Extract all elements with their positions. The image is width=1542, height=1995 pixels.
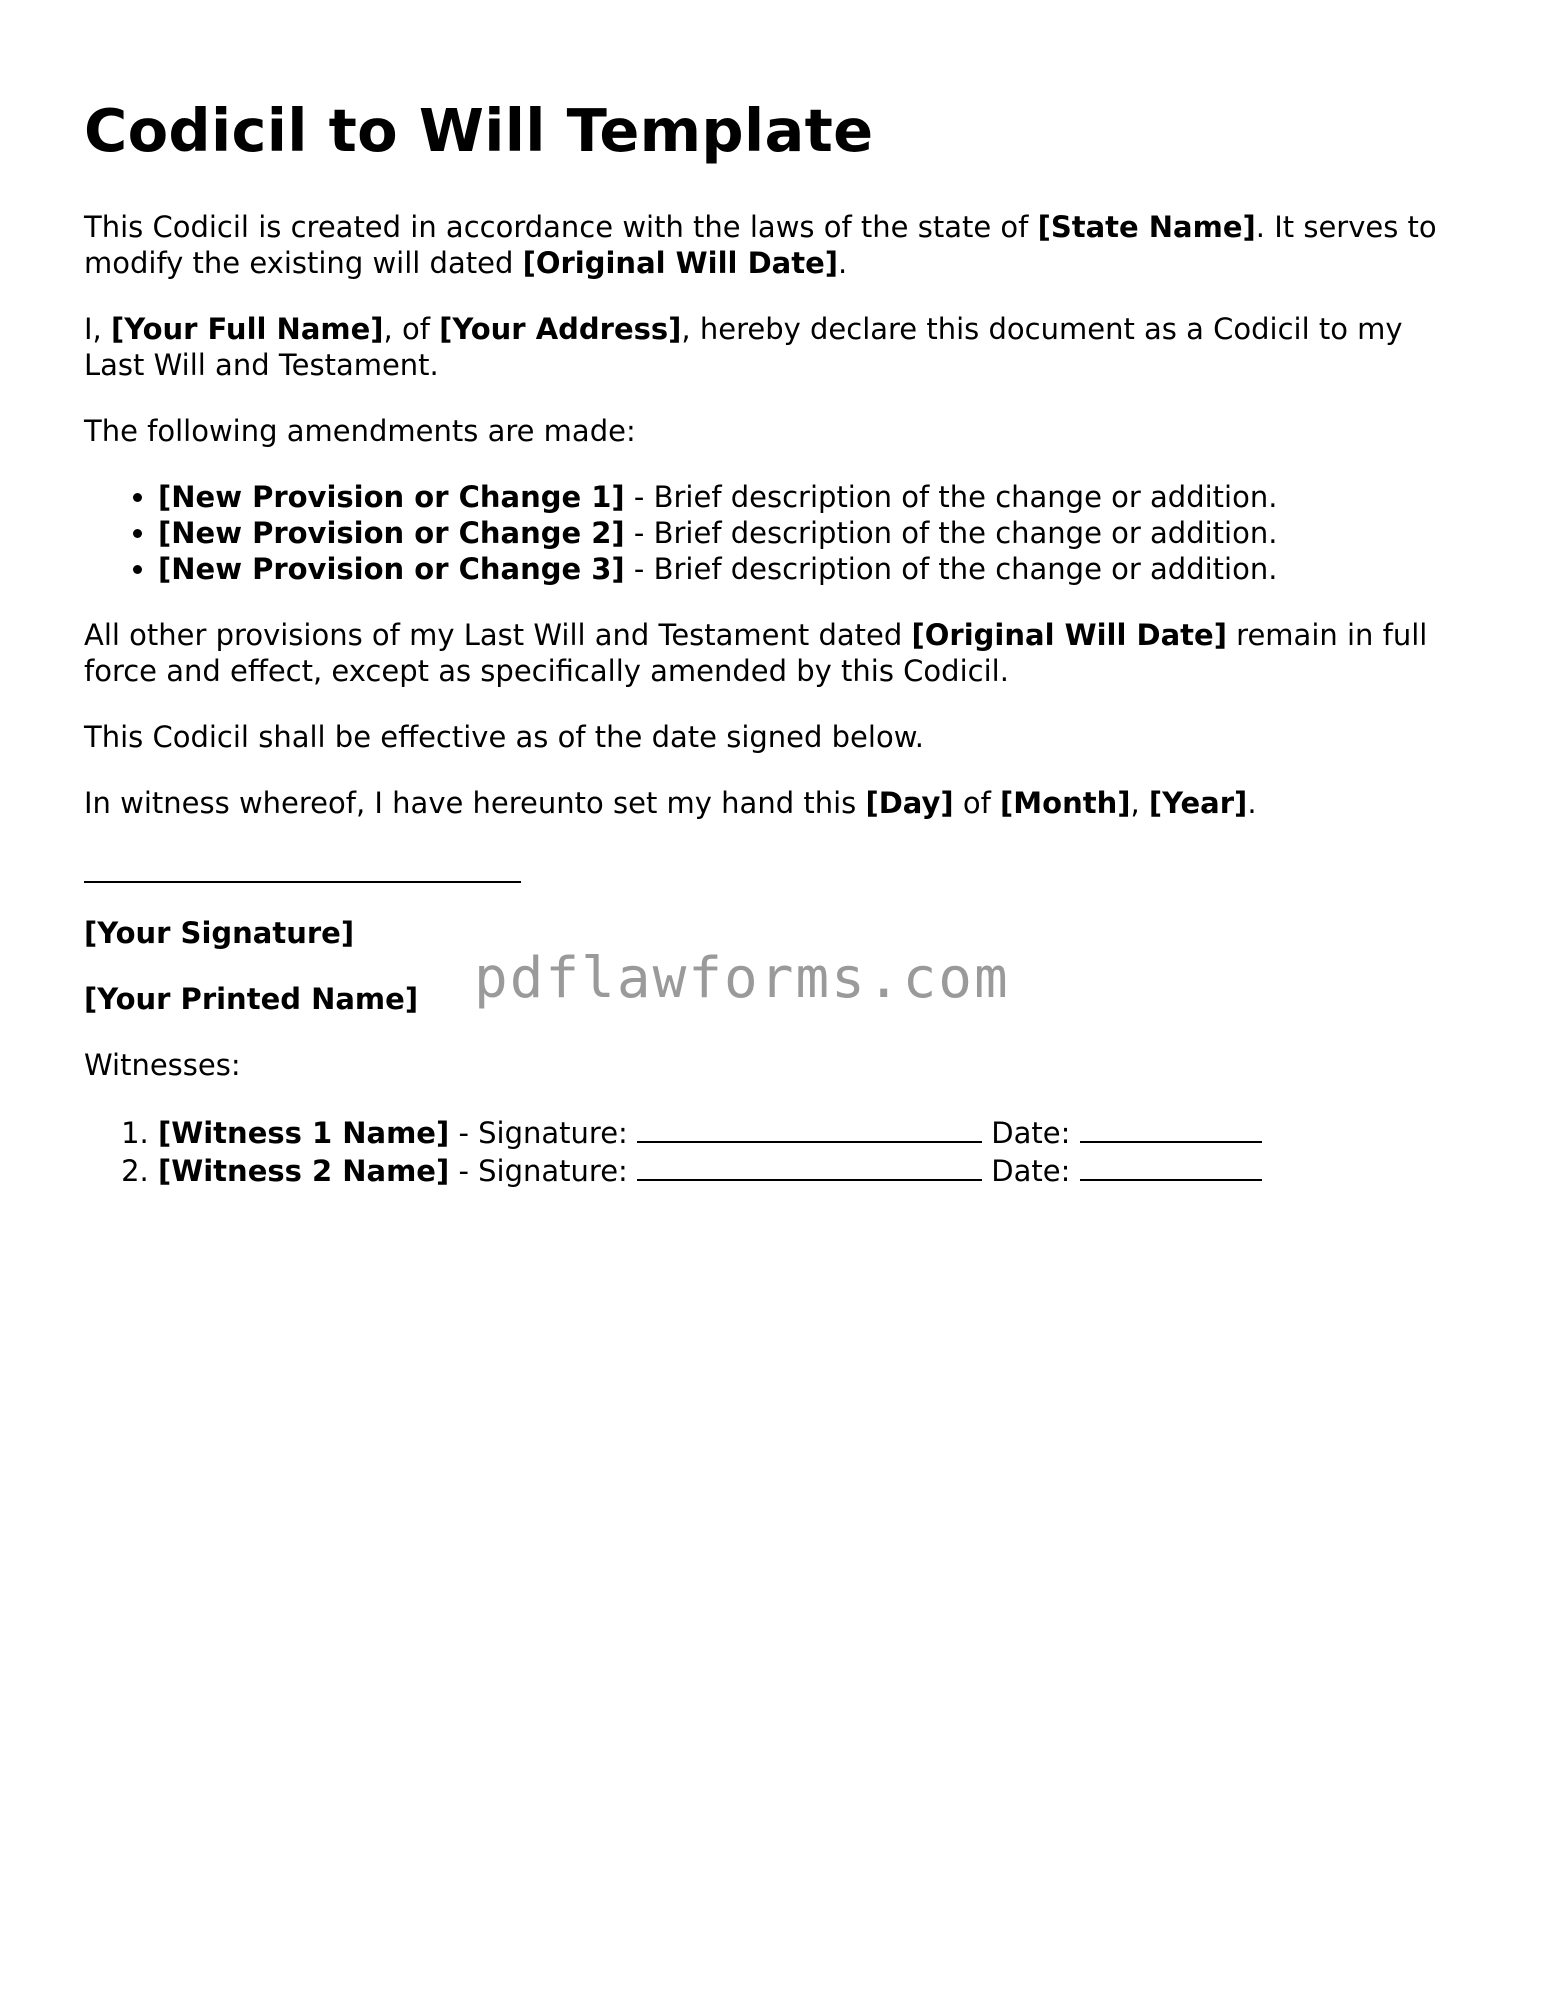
witnesses-list: [84, 1113, 1464, 1189]
original-will-date-placeholder: [Original Will Date]: [522, 245, 839, 280]
address-placeholder: [Your Address]: [439, 311, 682, 346]
declaration-text-3: , hereby declare this document as a Codicil to my Last Will and Testament.: [84, 311, 1403, 382]
witness-name-placeholder: [Witness 2 Name]: [158, 1153, 450, 1188]
witness-signature-label: - Signature:: [449, 1115, 638, 1150]
intro-text-1: This Codicil is created in accordance with the laws of the state of: [84, 209, 1038, 244]
witness-clause-text-3: ,: [1130, 785, 1149, 820]
witness-clause-paragraph: [84, 785, 1464, 821]
printed-name-row: [84, 945, 1464, 1017]
amendment-description: - Brief description of the change or addition.: [624, 479, 1278, 514]
witness-date-blank[interactable]: [1080, 1151, 1262, 1181]
amendment-label: [New Provision or Change 3]: [158, 551, 625, 586]
day-placeholder: [Day]: [865, 785, 954, 820]
declaration-paragraph: [84, 311, 1464, 383]
signature-rule[interactable]: [84, 851, 521, 883]
amendment-description: - Brief description of the change or addition.: [624, 515, 1278, 550]
original-will-date-placeholder: [Original Will Date]: [911, 617, 1227, 652]
watermark-text: pdflawforms.com: [474, 945, 1010, 1011]
page-title: Codicil to Will Template: [84, 96, 874, 165]
amendments-intro: The following amendments are made:: [84, 413, 636, 448]
other-provisions-text-1: All other provisions of my Last Will and Testament dated: [84, 617, 912, 652]
witness-clause-text-1: In witness whereof, I have hereunto set my hand this: [84, 785, 866, 820]
amendment-label: [New Provision or Change 2]: [158, 515, 625, 550]
witness-signature-label: - Signature:: [449, 1153, 638, 1188]
list-item: [158, 515, 1464, 551]
list-item: [158, 1151, 1464, 1189]
intro-text-2: . It serves to modify the existing will dated: [84, 209, 1437, 280]
declaration-text-2: , of: [383, 311, 440, 346]
printed-name-label: [Your Printed Name]: [84, 981, 419, 1016]
full-name-placeholder: [Your Full Name]: [111, 311, 384, 346]
intro-paragraph: [84, 209, 1464, 281]
effective-paragraph: This Codicil shall be effective as of the date signed below.: [84, 719, 924, 754]
list-item: [158, 551, 1464, 587]
intro-text-3: .: [838, 245, 848, 280]
witness-clause-text-4: .: [1247, 785, 1257, 820]
witness-name-placeholder: [Witness 1 Name]: [158, 1115, 450, 1150]
list-item: [158, 1113, 1464, 1151]
witness-date-label: Date:: [982, 1153, 1080, 1188]
list-item: [158, 479, 1464, 515]
year-placeholder: [Year]: [1148, 785, 1248, 820]
amendment-label: [New Provision or Change 1]: [158, 479, 625, 514]
document-page: [84, 96, 1464, 1219]
state-name-placeholder: [State Name]: [1037, 209, 1256, 244]
witnesses-label: Witnesses:: [84, 1047, 241, 1082]
amendment-description: - Brief description of the change or addition.: [624, 551, 1278, 586]
your-signature-label: [Your Signature]: [84, 915, 355, 950]
signature-line[interactable]: [84, 851, 1464, 887]
month-placeholder: [Month]: [1000, 785, 1131, 820]
other-provisions-text-2: remain in full force and effect, except as specifically amended by this Codicil.: [84, 617, 1428, 688]
declaration-text-1: I,: [84, 311, 111, 346]
witness-date-label: Date:: [982, 1115, 1080, 1150]
witness-date-blank[interactable]: [1080, 1113, 1262, 1143]
amendments-list: [84, 479, 1464, 587]
witness-clause-text-2: of: [953, 785, 1001, 820]
other-provisions-paragraph: [84, 617, 1464, 689]
witness-signature-blank[interactable]: [637, 1113, 982, 1143]
witness-signature-blank[interactable]: [637, 1151, 982, 1181]
